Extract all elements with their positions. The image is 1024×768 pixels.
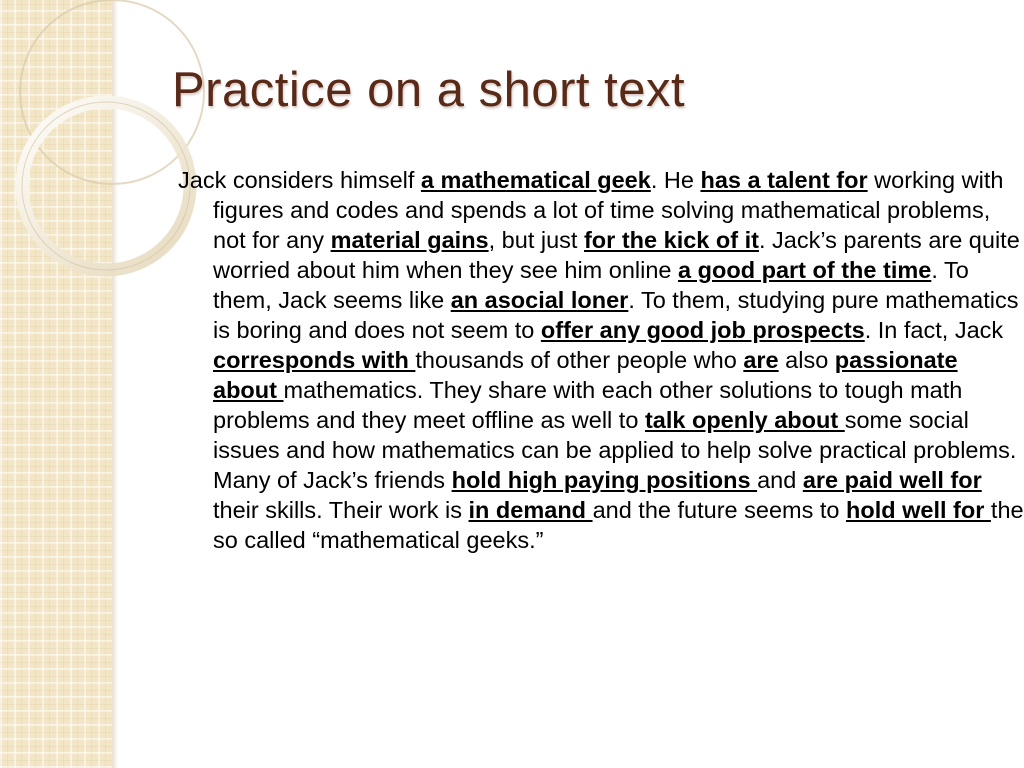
key-phrase: hold high paying positions: [451, 467, 758, 493]
key-phrase: corresponds with: [213, 347, 416, 373]
paragraph-text: working with figures and codes and spends a lot of time solving mathematical problems, not for any: [213, 167, 1004, 253]
paragraph-text: thousands of other people who: [415, 347, 744, 373]
key-phrase: an asocial loner: [450, 287, 629, 313]
slide-title: Practice on a short text: [172, 63, 686, 117]
paragraph-text: , but just: [488, 227, 584, 253]
key-phrase: hold well for: [846, 497, 991, 523]
key-phrase: talk openly about: [644, 407, 845, 433]
key-phrase: material gains: [330, 227, 489, 253]
key-phrase: offer any good job prospects: [540, 317, 865, 343]
paragraph-text: their skills. Their work is: [213, 497, 469, 523]
paragraph-text: Jack considers himself: [178, 167, 421, 193]
paragraph-text: and: [757, 467, 803, 493]
paragraph-text: . Jack’s parents are quite worried about him when they see him online: [213, 227, 1020, 283]
paragraph-text: the so called “mathematical geeks.”: [213, 497, 1024, 553]
key-phrase: are: [743, 347, 779, 373]
key-phrase: in demand: [468, 497, 593, 523]
paragraph-text: also: [778, 347, 835, 373]
key-phrase: a good part of the time: [678, 257, 932, 283]
paragraph-text: some social issues and how mathematics can be applied to help solve practical problems. Many of Jack’s friends: [213, 407, 1017, 493]
paragraph-text: . To them, Jack seems like: [213, 257, 969, 313]
key-phrase: a mathematical geek: [420, 167, 651, 193]
paragraph-text: and the future seems to: [592, 497, 846, 523]
paragraph-text: mathematics. They share with each other solutions to tough math problems and they meet offline as well to: [213, 377, 963, 433]
paragraph-text: . To them, studying pure mathematics is boring and does not seem to: [213, 287, 1019, 343]
key-phrase: has a talent for: [700, 167, 868, 193]
practice-paragraph: [178, 165, 1024, 555]
paragraph-text: . In fact, Jack: [864, 317, 1004, 343]
key-phrase: are paid well for: [802, 467, 982, 493]
paragraph-text: . He: [650, 167, 701, 193]
key-phrase: for the kick of it: [583, 227, 759, 253]
key-phrase: passionate about: [213, 347, 958, 403]
